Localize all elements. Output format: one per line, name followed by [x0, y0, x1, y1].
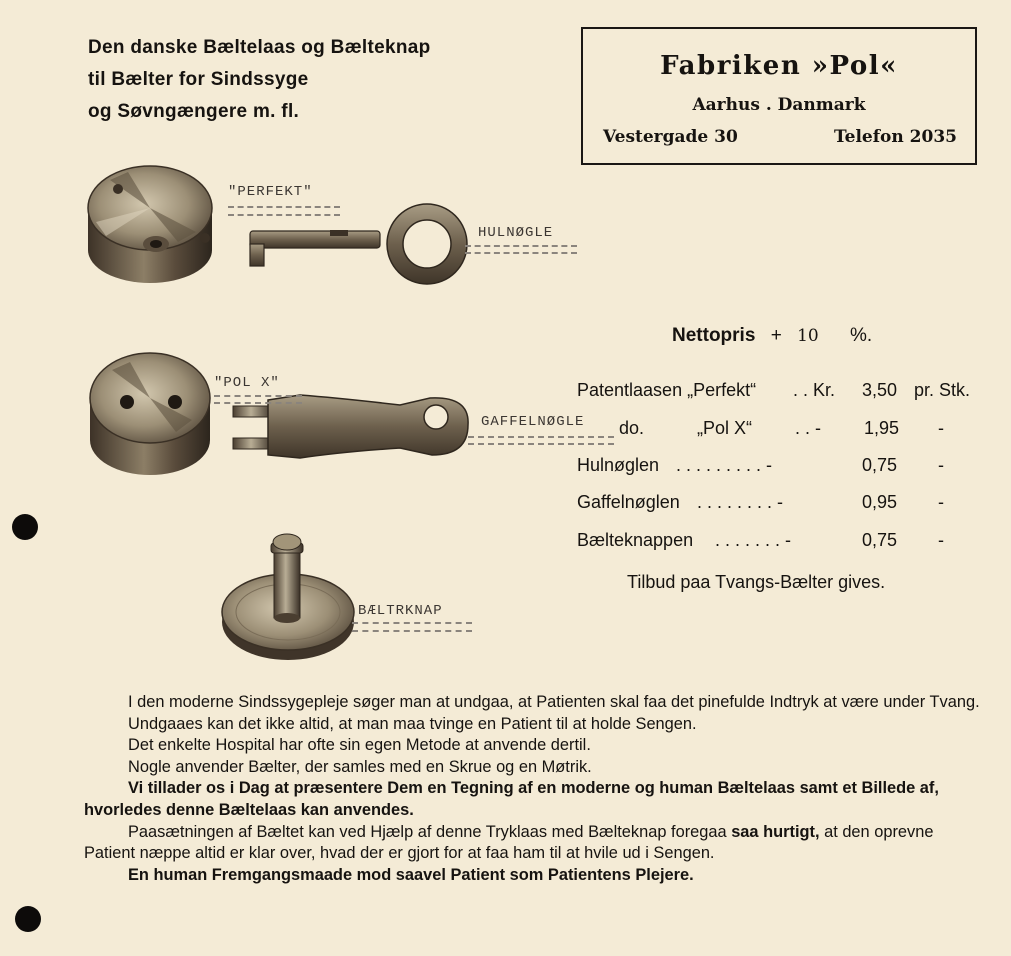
- price-row-1-item: Patentlaasen „Perfekt“: [577, 380, 757, 400]
- price-row-2-item2: „Pol X“: [697, 418, 753, 438]
- price-row-2-price: 1,95: [864, 418, 900, 438]
- hulnogle-label-underline-2: [465, 252, 577, 254]
- price-row-3-price: 0,75: [862, 455, 898, 475]
- body-paragraph-5: Vi tillader os i Dag at præsentere Dem en Tegning af en moderne og human Bæltelaas samt et Billede af, hvorledes denne Bæltelaas kan anvendes.: [84, 779, 939, 819]
- body-paragraph-2: Undgaaes kan det ikke altid, at man maa tvinge en Patient til at holde Sengen.: [128, 714, 697, 733]
- price-row-4-item: Gaffelnøglen: [577, 492, 680, 512]
- gaffelnogle-key-image: [233, 395, 468, 458]
- perfekt-label-underline-2: [228, 214, 340, 216]
- hulnogle-label: HULNØGLE: [478, 225, 554, 241]
- gaffelnogle-label-underline-2: [468, 443, 614, 445]
- heading-line-2: til Bælter for Sindssyge: [88, 69, 309, 90]
- price-row-3-item: Hulnøglen: [577, 455, 660, 475]
- baeltknap-label-underline-2: [352, 630, 472, 632]
- net-price-plus: +: [770, 325, 782, 346]
- offer-line: Tilbud paa Tvangs-Bælter gives.: [627, 572, 886, 592]
- baeltknap-label: BÆLTRKNAP: [358, 603, 443, 619]
- net-price-percent: 10: [797, 326, 819, 346]
- pol-x-label-underline: [214, 395, 302, 397]
- price-row-3-unit: -: [938, 455, 944, 475]
- body-paragraph-4: Nogle anvender Bælter, der samles med en Skrue og en Møtrik.: [128, 757, 592, 776]
- pol-x-lock-image: [90, 353, 210, 475]
- perfekt-lock-image: [88, 166, 212, 283]
- price-row-2-leader: . . -: [795, 418, 821, 438]
- body-paragraph-6: [84, 822, 984, 865]
- hulnogle-key-image: [250, 204, 467, 284]
- company-letterhead: [581, 27, 977, 165]
- price-row-5-unit: -: [938, 530, 944, 550]
- price-row-4-price: 0,95: [862, 492, 898, 512]
- body-paragraph-6-start: Paasætningen af Bæltet kan ved Hjælp af denne Tryklaas med Bælteknap foregaa: [128, 822, 727, 841]
- company-phone: Telefon 2035: [833, 127, 957, 147]
- perfekt-label-underline: [228, 206, 340, 208]
- baelteknap-image: [222, 534, 354, 660]
- body-text: [84, 692, 984, 886]
- company-name: Fabriken »Pol«: [660, 51, 898, 81]
- price-row-1-price: 3,50: [862, 380, 898, 400]
- net-price-unit: %.: [850, 325, 873, 346]
- price-row-4-leader: . . . . . . . . -: [697, 492, 784, 512]
- price-row-4-unit: -: [938, 492, 944, 512]
- price-row-5-item: Bælteknappen: [577, 530, 694, 550]
- price-row-1-unit: pr. Stk.: [914, 380, 971, 400]
- heading-line-3: og Søvngængere m. fl.: [88, 101, 300, 122]
- product-illustrations: [0, 0, 600, 680]
- price-row-5-price: 0,75: [862, 530, 898, 550]
- company-address: Vestergade 30: [603, 127, 738, 147]
- hulnogle-label-underline: [465, 245, 577, 247]
- pol-x-label: "POL X": [214, 375, 280, 391]
- baeltknap-label-underline: [352, 622, 472, 624]
- punch-hole-bottom: [15, 906, 41, 932]
- pol-x-label-underline-2: [214, 402, 302, 404]
- body-paragraph-1: I den moderne Sindssygepleje søger man at undgaa, at Patienten skal faa det pinefulde Indtryk at være under Tvang.: [128, 693, 980, 711]
- body-paragraph-6-bold: saa hurtigt,: [731, 822, 820, 841]
- perfekt-label: "PERFEKT": [228, 184, 313, 200]
- heading-line-1: Den danske Bæltelaas og Bælteknap: [88, 37, 431, 58]
- price-row-1-leader: . . Kr.: [793, 380, 836, 400]
- company-city: Aarhus . Danmark: [692, 95, 866, 115]
- net-price-label: Nettopris: [672, 325, 756, 346]
- gaffelnogle-label-underline: [468, 436, 614, 438]
- body-paragraph-7: En human Fremgangsmaade mod saavel Patient som Patientens Plejere.: [128, 865, 694, 884]
- body-paragraph-6-end: at den oprevne Patient næppe altid er klar over, hvad der er gjort for at faa ham til at hvile ud i Sengen.: [84, 822, 934, 863]
- price-row-5-leader: . . . . . . . -: [715, 530, 792, 550]
- price-row-3-leader: . . . . . . . . . -: [676, 455, 773, 475]
- gaffelnogle-label: GAFFELNØGLE: [481, 414, 585, 430]
- body-paragraph-3: Det enkelte Hospital har ofte sin egen Metode at anvende dertil.: [128, 736, 591, 755]
- net-price-header: [672, 325, 872, 347]
- price-row-2-unit: -: [938, 418, 944, 438]
- price-row-2-item: do.: [619, 418, 645, 438]
